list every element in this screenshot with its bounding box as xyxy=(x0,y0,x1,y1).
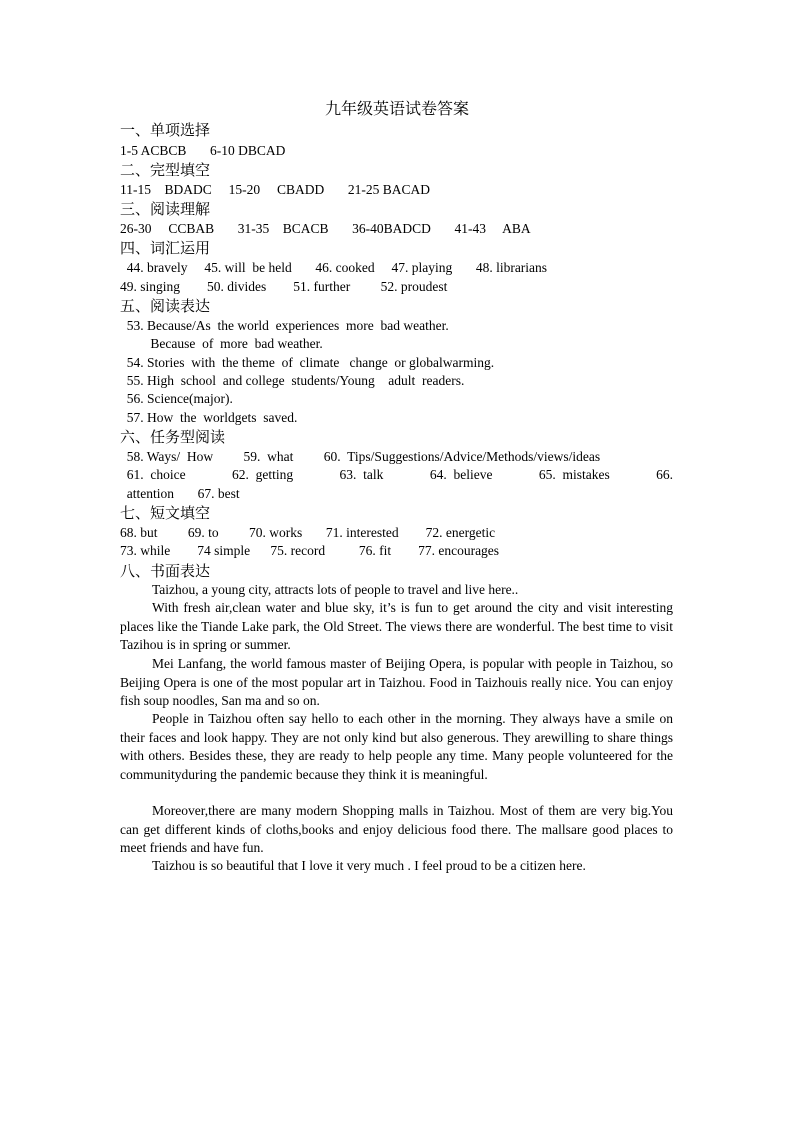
answer-cell: 65. mistakes xyxy=(538,467,610,482)
answer-line: 56. Science(major). xyxy=(120,391,233,406)
section-heading-6: 六、任务型阅读 xyxy=(120,428,226,446)
answer-line: 49. singing 50. divides 51. further 52. proudest xyxy=(120,279,448,294)
answer-cell: 61. choice xyxy=(120,467,186,482)
answer-line: 26-30 CCBAB 31-35 BCACB 36-40BADCD 41-43 ABA xyxy=(120,221,531,236)
essay-paragraph: Taizhou is so beautiful that I love it very much . I feel proud to be a citizen here. xyxy=(152,858,586,873)
answer-line: 53. Because/As the world experiences more bad weather. xyxy=(120,318,449,333)
essay-paragraph: Mei Lanfang, the world famous master of Beijing Opera, is popular with people in Taizhou, so Beijing Opera is one of the most popular art in Taizhou. Food in Taizhouis really nice. You can enjoy fish soup noodles, San ma and so on. xyxy=(120,656,673,709)
answer-line: 68. but 69. to 70. works 71. interested 72. energetic xyxy=(120,525,496,540)
essay-paragraph: People in Taizhou often say hello to each other in the morning. They always have a smile on their faces and look happy. They are not only kind but also generous. They arewilling to share things with others. Besides these, they are ready to help people any time. Many people volunteered for the communityduring the pandemic because they think it is meaningful. xyxy=(120,711,673,782)
answer-line: 57. How the worldgets saved. xyxy=(120,410,298,425)
section-heading-1: 一、单项选择 xyxy=(120,121,211,139)
answer-line: attention 67. best xyxy=(120,486,240,501)
answer-cell: 66. xyxy=(656,467,673,482)
answer-line: 1-5 ACBCB 6-10 DBCAD xyxy=(120,143,286,158)
page-title: 九年级英语试卷答案 xyxy=(324,99,469,118)
section-heading-3: 三、阅读理解 xyxy=(120,200,211,218)
section-heading-2: 二、完型填空 xyxy=(120,161,211,179)
answer-line: 55. High school and college students/Young adult readers. xyxy=(120,373,465,388)
answer-row-61 xyxy=(120,465,673,484)
section-heading-4: 四、词汇运用 xyxy=(120,239,211,257)
section-heading-8: 八、书面表达 xyxy=(120,562,211,580)
answer-line: 58. Ways/ How 59. what 60. Tips/Suggestions/Advice/Methods/views/ideas xyxy=(120,449,601,464)
section-heading-5: 五、阅读表达 xyxy=(120,297,211,315)
answer-line: 11-15 BDADC 15-20 CBADD 21-25 BACAD xyxy=(120,182,431,197)
essay-paragraph: With fresh air,clean water and blue sky, it’s is fun to get around the city and visit interesting places like the Tiande Lake park, the Old Street. The views there are wonderful. The best time to visit Tazihou is in spring or summer. xyxy=(120,600,673,653)
answer-line: Because of more bad weather. xyxy=(120,336,323,351)
answer-line: 44. bravely 45. will be held 46. cooked 47. playing 48. librarians xyxy=(120,260,548,275)
essay-paragraph: Moreover,there are many modern Shopping malls in Taizhou. Most of them are very big.You can get different kinds of cloths,books and enjoy delicious food there. The mallsare good places to meet friends and have fun. xyxy=(120,803,673,856)
answer-cell: 63. talk xyxy=(339,467,384,482)
answer-line: 54. Stories with the theme of climate change or globalwarming. xyxy=(120,355,495,370)
answer-cell: 62. getting xyxy=(232,467,294,482)
essay-paragraph: Taizhou, a young city, attracts lots of people to travel and live here.. xyxy=(152,582,519,597)
section-heading-7: 七、短文填空 xyxy=(120,504,211,522)
answer-cell: 64. believe xyxy=(429,467,493,482)
answer-line: 73. while 74 simple 75. record 76. fit 77. encourages xyxy=(120,543,500,558)
